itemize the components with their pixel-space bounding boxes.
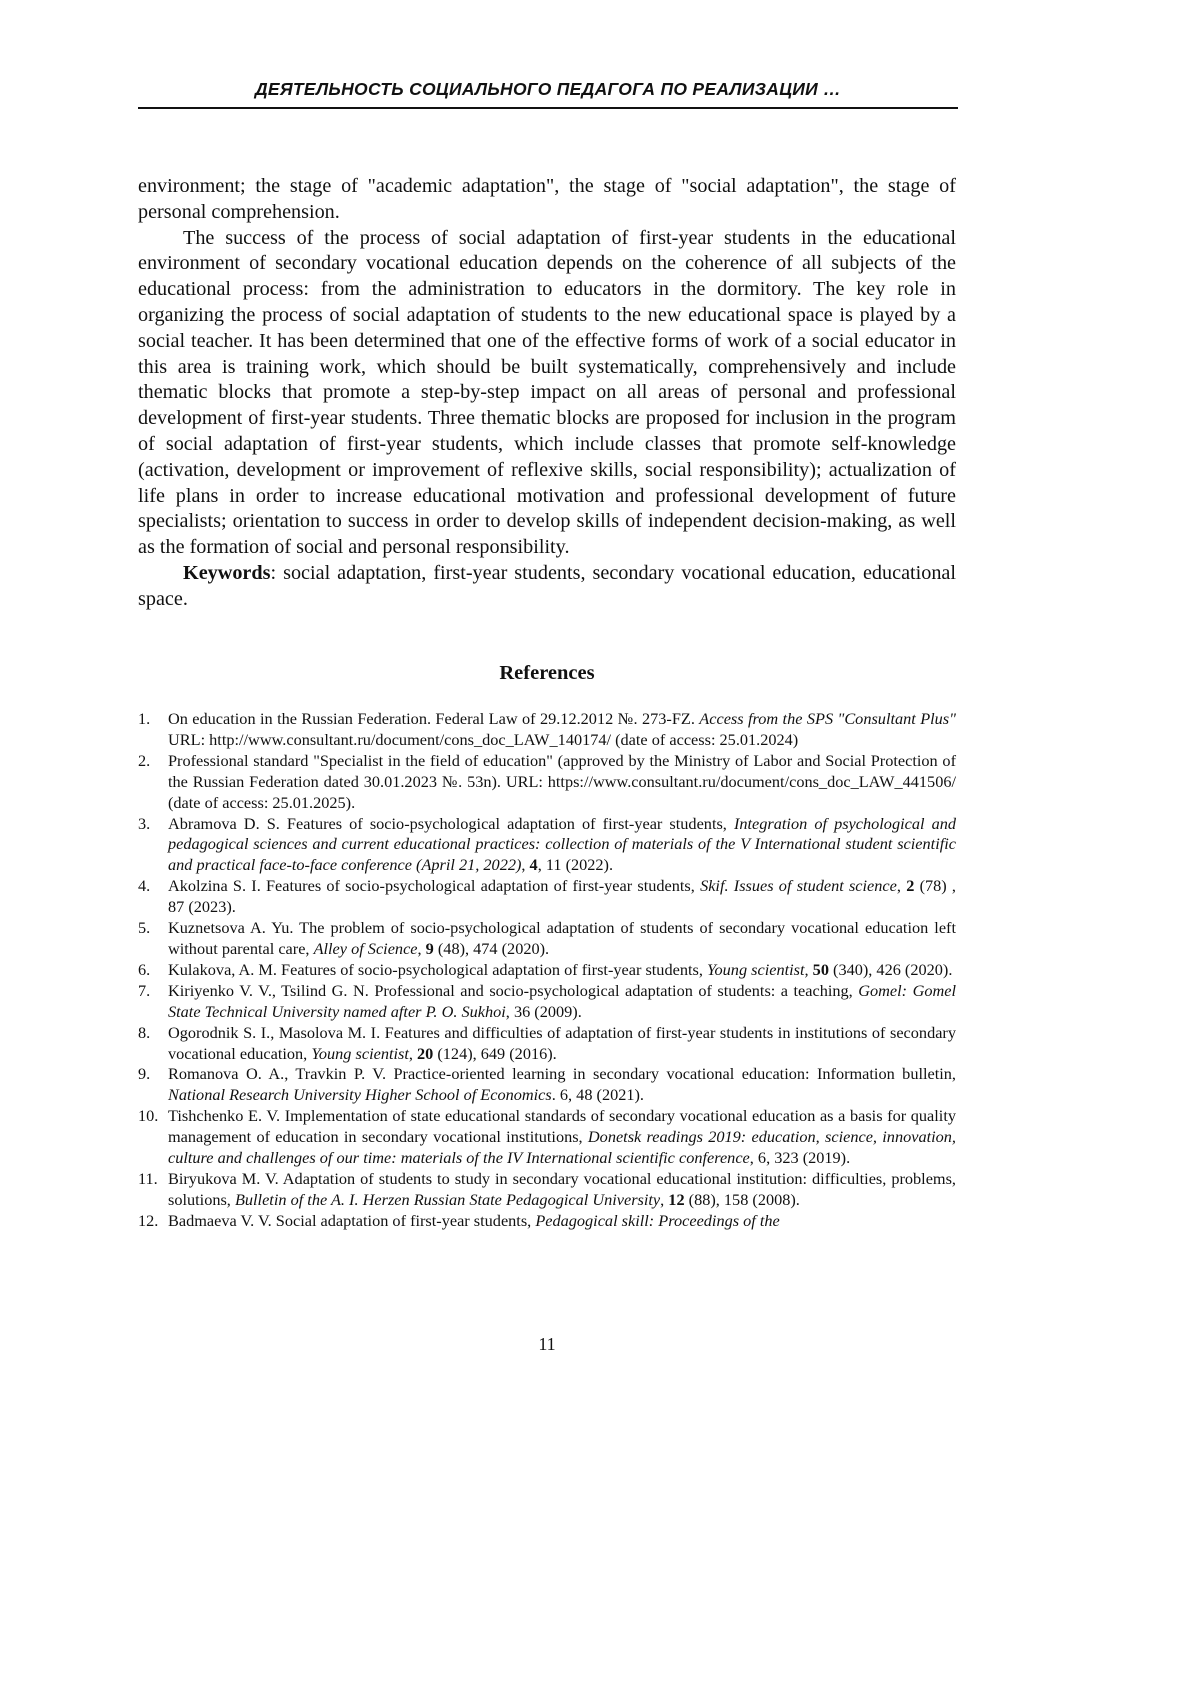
reference-text: (340), 426 (2020). (829, 960, 952, 979)
reference-text: , 36 (2009). (506, 1002, 582, 1021)
reference-source: Skif. Issues of student science (700, 876, 897, 895)
reference-source: Donetsk readings 2019: education, science, innovation, culture and challenges of our time: materials of the IV International scientific conference (168, 1127, 956, 1167)
reference-number: 4. (138, 876, 150, 897)
reference-item (138, 960, 956, 981)
reference-volume: 20 (417, 1044, 433, 1063)
reference-volume: 50 (813, 960, 829, 979)
reference-text: , (660, 1190, 668, 1209)
reference-source: National Research University Higher School of Economics (168, 1085, 552, 1104)
references-heading: References (138, 662, 956, 685)
reference-text: Romanova O. A., Travkin P. V. Practice-oriented learning in secondary vocational education: Information bulletin, (168, 1064, 956, 1083)
reference-text: Abramova D. S. Features of socio-psychological adaptation of first-year students, (168, 814, 734, 833)
reference-source: Young scientist, (707, 960, 809, 979)
reference-source: Pedagogical skill: Proceedings of the (535, 1211, 779, 1230)
reference-volume: 12 (668, 1190, 684, 1209)
reference-item (138, 1169, 956, 1211)
running-header: ДЕЯТЕЛЬНОСТЬ СОЦИАЛЬНОГО ПЕДАГОГА ПО РЕАЛИЗАЦИИ … (138, 79, 958, 100)
reference-number: 11. (138, 1169, 158, 1190)
reference-volume: 9 (426, 939, 434, 958)
reference-text: Akolzina S. I. Features of socio-psychological adaptation of first-year students, (168, 876, 700, 895)
reference-text: Kiriyenko V. V., Tsilind G. N. Professional and socio-psychological adaptation of students: a teaching, (168, 981, 858, 1000)
reference-text: , (409, 1044, 417, 1063)
reference-text: (48), 474 (2020). (434, 939, 549, 958)
reference-text: (124), 649 (2016). (433, 1044, 556, 1063)
reference-text: . 6, 48 (2021). (552, 1085, 644, 1104)
reference-item (138, 1211, 956, 1232)
paragraph-continuation: environment; the stage of "academic adaptation", the stage of "social adaptation", the stage of personal comprehension. (138, 174, 956, 226)
reference-source: Integration of psychological and pedagogical sciences and current educational practices: collection of materials of the V International student scientific and practical face-to-face conference (April 21, 2022) (168, 814, 956, 875)
reference-text: Badmaeva V. V. Social adaptation of first-year students, (168, 1211, 535, 1230)
reference-item (138, 1023, 956, 1065)
reference-text: , 11 (2022). (538, 855, 613, 874)
reference-source: Gomel: Gomel State Technical University named after P. O. Sukhoi (168, 981, 956, 1021)
reference-source: Young scientist (311, 1044, 409, 1063)
reference-item (138, 981, 956, 1023)
reference-volume: 2 (906, 876, 914, 895)
reference-item (138, 1106, 956, 1169)
reference-text: (78) , 87 (2023). (168, 876, 956, 916)
reference-number: 8. (138, 1023, 150, 1044)
paragraph-main: The success of the process of social adaptation of first-year students in the educational environment of secondary vocational education depends on the coherence of all subjects of the educational process: from the administration to educators in the dormitory. The key role in organizing the process of social adaptation of students to the new educational space is played by a social teacher. It has been determined that one of the effective forms of work of a social educator in this area is training work, which should be built systematically, comprehensively and include thematic blocks that promote a step-by-step impact on all areas of personal and professional development of first-year students. Three thematic blocks are proposed for inclusion in the program of social adaptation of first-year students, which include classes that promote self-knowledge (activation, development or improvement of reflexive skills, social responsibility); actualization of life plans in order to increase educational motivation and professional development of future specialists; orientation to success in order to develop skills of independent decision-making, as well as the formation of social and personal responsibility. (138, 226, 956, 561)
reference-number: 10. (138, 1106, 158, 1127)
reference-number: 1. (138, 709, 150, 730)
reference-item (138, 751, 956, 814)
abstract-body (138, 174, 956, 613)
reference-text: , (521, 855, 529, 874)
keywords-paragraph (138, 561, 956, 613)
references-list (138, 709, 956, 1232)
reference-volume: 4 (530, 855, 538, 874)
reference-number: 7. (138, 981, 150, 1002)
reference-item (138, 814, 956, 877)
reference-text: , (897, 876, 906, 895)
reference-text: , 6, 323 (2019). (750, 1148, 850, 1167)
keywords-text: : social adaptation, first-year students, secondary vocational education, educational space. (138, 562, 956, 610)
reference-number: 5. (138, 918, 150, 939)
reference-text: Kulakova, A. M. Features of socio-psychological adaptation of first-year students, (168, 960, 707, 979)
reference-number: 9. (138, 1064, 150, 1085)
reference-number: 2. (138, 751, 150, 772)
reference-text: Professional standard "Specialist in the field of education" (approved by the Ministry of Labor and Social Protection of the Russian Federation dated 30.01.2023 №. 53n). URL: https://www.consultant.ru/document/cons_doc_LAW_441506/ (date of access: 25.01.2025). (168, 751, 956, 812)
reference-item (138, 1064, 956, 1106)
reference-text: Biryukova M. V. Adaptation of students to study in secondary vocational educational institution: difficulties, problems, solutions, (168, 1169, 956, 1209)
reference-text: URL: http://www.consultant.ru/document/cons_doc_LAW_140174/ (date of access: 25.01.2024) (168, 730, 798, 749)
reference-source: Bulletin of the A. I. Herzen Russian State Pedagogical University (235, 1190, 660, 1209)
keywords-label: Keywords (183, 562, 270, 584)
reference-source: Access from the SPS "Consultant Plus" (699, 709, 956, 728)
reference-source: Alley of Science (314, 939, 418, 958)
reference-text: Kuznetsova A. Yu. The problem of socio-psychological adaptation of students of secondary vocational education left without parental care, (168, 918, 956, 958)
reference-text: Tishchenko E. V. Implementation of state educational standards of secondary vocational education as a basis for quality management of education in secondary vocational institutions, (168, 1106, 956, 1146)
reference-text: On education in the Russian Federation. Federal Law of 29.12.2012 №. 273-FZ. (168, 709, 699, 728)
header-rule (138, 107, 958, 109)
reference-text: , (418, 939, 426, 958)
reference-text: (88), 158 (2008). (685, 1190, 800, 1209)
page-number: 11 (138, 1334, 956, 1355)
reference-item (138, 918, 956, 960)
reference-text: Ogorodnik S. I., Masolova M. I. Features and difficulties of adaptation of first-year students in institutions of secondary vocational education, (168, 1023, 956, 1063)
document-page (0, 0, 1200, 1697)
reference-number: 6. (138, 960, 150, 981)
reference-number: 12. (138, 1211, 158, 1232)
reference-item (138, 709, 956, 751)
reference-number: 3. (138, 814, 150, 835)
reference-item (138, 876, 956, 918)
